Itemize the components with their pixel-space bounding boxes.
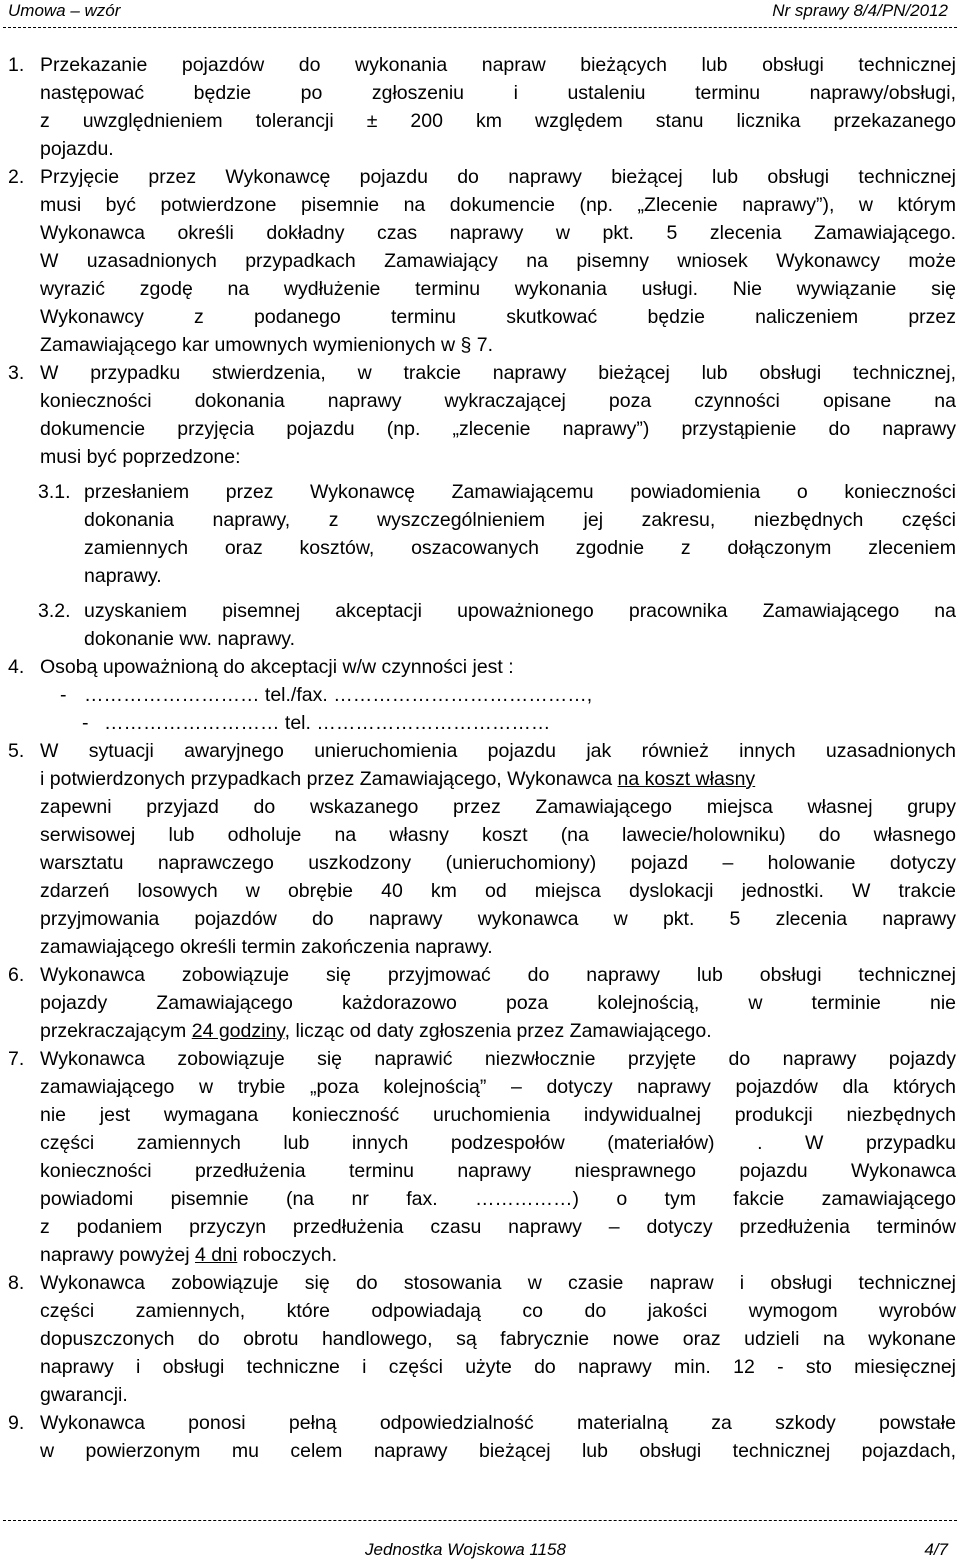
- page-footer-center: Jednostka Wojskowa 1158: [365, 1540, 566, 1559]
- item-5-line: i potwierdzonych przypadkach przez Zamawiającego, Wykonawca na koszt własny: [40, 768, 756, 790]
- item-number: 8.: [8, 1272, 25, 1294]
- item-7-line: konieczności przedłużenia terminu naprawy niesprawnego pojazdu Wykonawca: [40, 1160, 956, 1182]
- item-9-line: 9. Wykonawca ponosi pełną odpowiedzialność materialną za szkody powstałe: [0, 1409, 960, 1437]
- contact-line: - ……………………… tel. ………………………………: [0, 709, 960, 737]
- underlined-text: 4 dni: [195, 1244, 238, 1266]
- item-3-line: 3. W przypadku stwierdzenia, w trakcie naprawy bieżącej lub obsługi technicznej,: [0, 359, 960, 387]
- item-number: 2.: [8, 166, 25, 188]
- contact-line: - ……………………… tel./fax. …………………………………,: [0, 681, 960, 709]
- item-2-line: Wykonawca określi dokładny czas naprawy w pkt. 5 zlecenia Zamawiającego.: [40, 222, 956, 244]
- item-number: 6.: [8, 964, 25, 986]
- dash-marker: -: [82, 712, 89, 734]
- item-number: 4.: [8, 656, 25, 678]
- item-5-line: warsztatu naprawczego uszkodzony (unieruchomiony) pojazd – holowanie dotyczy: [40, 852, 956, 874]
- item-3-1-line: dokonania naprawy, z wyszczególnieniem jej zakresu, niezbędnych części: [84, 509, 956, 531]
- item-2-line: wyrazić zgodę na wydłużenie terminu wykonania usługi. Nie wywiązanie się: [40, 278, 956, 300]
- item-number: 3.1.: [38, 481, 71, 503]
- item-5-line: zapewni przyjazd do wskazanego przez Zamawiającego miejsca własnej grupy: [40, 796, 956, 818]
- item-6-line: przekraczającym 24 godziny, licząc od daty zgłoszenia przez Zamawiającego.: [40, 1020, 712, 1042]
- page-number: 4/7: [924, 1540, 948, 1559]
- item-1-line: następować będzie po zgłoszeniu i ustaleniu terminu naprawy/obsługi,: [40, 82, 956, 104]
- item-3-line: dokumencie przyjęcia pojazdu (np. „zlecenie naprawy”) przystąpienie do naprawy: [40, 418, 956, 440]
- item-8-line: części zamiennych, które odpowiadają co do jakości wymogom wyrobów: [40, 1300, 956, 1322]
- item-7-line: powiadomi pisemnie (na nr fax. ……………) o tym fakcie zamawiającego: [40, 1188, 956, 1210]
- item-number: 9.: [8, 1412, 25, 1434]
- item-number: 3.2.: [38, 600, 71, 622]
- page-header-left: Umowa – wzór: [8, 1, 121, 20]
- item-7-line: 7. Wykonawca zobowiązuje się naprawić niezwłocznie przyjęte do naprawy pojazdy: [0, 1045, 960, 1073]
- item-7-line: z podaniem przyczyn przedłużenia czasu naprawy – dotyczy przedłużenia terminów: [40, 1216, 956, 1238]
- item-5-line: zamawiającego określi termin zakończenia naprawy.: [40, 936, 493, 958]
- item-5-line: zdarzeń losowych w obrębie 40 km od miejsca dyslokacji jednostki. W trakcie: [40, 880, 956, 902]
- item-5-line: 5. W sytuacji awaryjnego unieruchomienia pojazdu jak również innych uzasadnionych: [0, 737, 960, 765]
- item-2-line: Zamawiającego kar umownych wymienionych w § 7.: [40, 334, 494, 356]
- item-3-1-line: zamiennych oraz kosztów, oszacowanych zgodnie z dołączonym zleceniem: [84, 537, 956, 559]
- item-1-line: pojazdu.: [40, 138, 114, 160]
- item-6-line: 6. Wykonawca zobowiązuje się przyjmować do naprawy lub obsługi technicznej: [0, 961, 960, 989]
- item-6-line: pojazdy Zamawiającego każdorazowo poza kolejnością, w terminie nie: [40, 992, 956, 1014]
- item-8-line: 8. Wykonawca zobowiązuje się do stosowania w czasie napraw i obsługi technicznej: [0, 1269, 960, 1297]
- item-8-line: gwarancji.: [40, 1384, 128, 1406]
- item-3-2-line: 3.2. uzyskaniem pisemnej akceptacji upoważnionego pracownika Zamawiającego na: [0, 597, 960, 625]
- item-1-line: 1. Przekazanie pojazdów do wykonania napraw bieżących lub obsługi technicznej: [0, 51, 960, 79]
- item-7-line: nie jest wymagana konieczność uruchomienia indywidualnej produkcji niezbędnych: [40, 1104, 956, 1126]
- item-4-line: 4. Osobą upoważnioną do akceptacji w/w czynności jest :: [0, 653, 960, 681]
- item-3-2-line: dokonanie ww. naprawy.: [84, 628, 296, 650]
- item-number: 3.: [8, 362, 25, 384]
- item-3-line: konieczności dokonania naprawy wykraczającej poza czynności opisane na: [40, 390, 956, 412]
- item-number: 5.: [8, 740, 25, 762]
- header-divider: [3, 27, 957, 28]
- document-body: [0, 51, 960, 1465]
- item-2-line: W uzasadnionych przypadkach Zamawiający na pisemny wniosek Wykonawcy może: [40, 250, 956, 272]
- item-7-line: naprawy powyżej 4 dni roboczych.: [40, 1244, 338, 1266]
- item-8-line: naprawy i obsługi techniczne i części użyte do naprawy min. 12 - sto miesięcznej: [40, 1356, 956, 1378]
- item-8-line: dopuszczonych do obrotu handlowego, są fabrycznie nowe oraz udzieli na wykonane: [40, 1328, 956, 1350]
- item-3-1-line: naprawy.: [84, 565, 162, 587]
- item-5-line: przyjmowania pojazdów do naprawy wykonawca w pkt. 5 zlecenia naprawy: [40, 908, 956, 930]
- item-2-line: 2. Przyjęcie przez Wykonawcę pojazdu do naprawy bieżącej lub obsługi technicznej: [0, 163, 960, 191]
- footer-divider: [3, 1520, 957, 1521]
- page-header-right: Nr sprawy 8/4/PN/2012: [772, 1, 948, 20]
- item-5-line: serwisowej lub odholuje na własny koszt (na lawecie/holowniku) do własnego: [40, 824, 956, 846]
- item-3-line: musi być poprzedzone:: [40, 446, 241, 468]
- item-number: 7.: [8, 1048, 25, 1070]
- dash-marker: -: [60, 684, 67, 706]
- item-7-line: części zamiennych lub innych podzespołów (materiałów) . W przypadku: [40, 1132, 956, 1154]
- item-7-line: zamawiającego w trybie „poza kolejnością” – dotyczy naprawy pojazdów dla których: [40, 1076, 956, 1098]
- item-2-line: musi być potwierdzone pisemnie na dokumencie (np. „Zlecenie naprawy”), w którym: [40, 194, 956, 216]
- item-9-line: w powierzonym mu celem naprawy bieżącej lub obsługi technicznej pojazdach,: [40, 1440, 956, 1462]
- underlined-text: na koszt własny: [617, 768, 756, 790]
- underlined-text: 24 godziny,: [191, 1020, 291, 1042]
- item-3-1-line: 3.1. przesłaniem przez Wykonawcę Zamawiającemu powiadomienia o konieczności: [0, 478, 960, 506]
- item-1-line: z uwzględnieniem tolerancji ± 200 km względem stanu licznika przekazanego: [40, 110, 956, 132]
- item-number: 1.: [8, 54, 25, 76]
- item-2-line: Wykonawcy z podanego terminu skutkować będzie naliczeniem przez: [40, 306, 956, 328]
